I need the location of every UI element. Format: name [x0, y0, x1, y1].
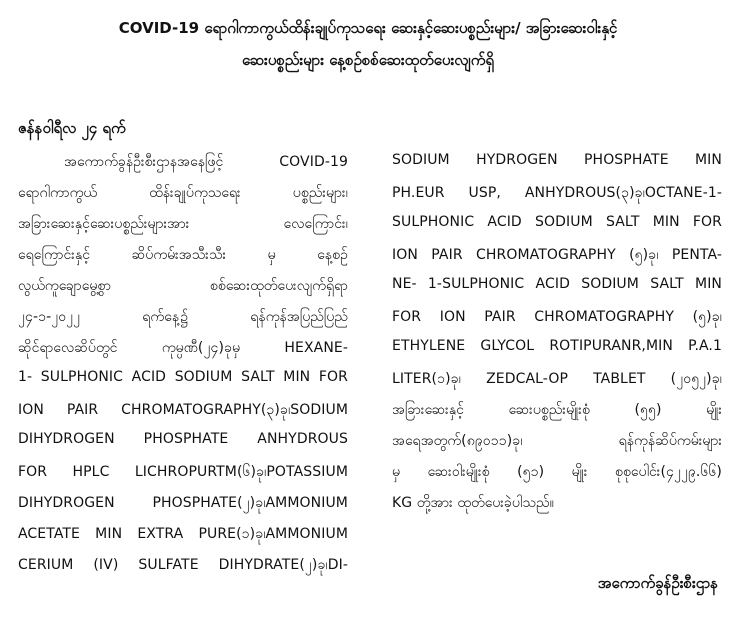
left-column-line: ရောဂါကာကွယ် ထိန်းချုပ်ကုသရေး ပစ္စည်းများ၊ [18, 185, 348, 201]
headline-line-2: ဆေးပစ္စည်းများ နေ့စဉ်စစ်ဆေးထုတ်ပေးလျက်ရှိ [241, 51, 495, 69]
headline-line-1: COVID-19 ရောဂါကာကွယ်ထိန်းချုပ်ကုသရေး ဆေးနှင့်ဆေးပစ္စည်းများ/ အခြားဆေးဝါးနှင့် [118, 19, 618, 37]
left-column-line: DIHYDROGEN PHOSPHATE(၂)ခု၊AMMONIUM [18, 495, 348, 511]
left-column-line: ION PAIR CHROMATOGRAPHY(၃)ခု၊SODIUM [18, 402, 348, 418]
left-column-line: ရေကြောင်းနှင့် ဆိပ်ကမ်းအသီးသီး မှ နေ့စဉ် [18, 247, 348, 263]
right-column-line: LITER(၁)ခု၊ ZEDCAL-OP TABLET (၂၀၅၂)ခု၊ [392, 371, 722, 387]
right-column-line: PH.EUR USP, ANHYDROUS(၃)ခု၊OCTANE-1- [392, 185, 722, 201]
right-column-line: FOR ION PAIR CHROMATOGRAPHY (၅)ခု၊ [392, 309, 722, 325]
dateline: ဇန်နဝါရီလ ၂၄ ရက် [18, 119, 126, 137]
left-column-line: FOR HPLC LICHROPURTM(၆)ခု၊POTASSIUM [18, 464, 348, 480]
left-column-line: DIHYDROGEN PHOSPHATE ANHYDROUS [18, 431, 348, 447]
right-column-line: အရေအတွက်(၈၉၀၁၁)ခု၊ ရန်ကုန်ဆိပ်ကမ်းများ [392, 433, 722, 449]
left-column-line: လွယ်ကူချောမွေ့စွာ စစ်ဆေးထုတ်ပေးလျက်ရှိရာ [18, 278, 348, 294]
left-column-line: အကောက်ခွန်ဦးစီးဌာနအနေဖြင့် COVID-19 [64, 154, 348, 170]
right-column-line: SULPHONIC ACID SODIUM SALT MIN FOR [392, 214, 722, 230]
left-column-line: ၂၄-၁-၂၀၂၂ ရက်နေ့၌ ရန်ကုန်အပြည်ပြည် [18, 309, 348, 325]
right-column-line: NE- 1-SULPHONIC ACID SODIUM SALT MIN [392, 276, 722, 292]
left-column-line: ဆိုင်ရာလေဆိပ်တွင် ကုမ္ပဏီ(၂၄)ခုမှ HEXANE- [18, 340, 348, 356]
right-column-line: ETHYLENE GLYCOL ROTIPURANR,MIN P.A.1 [392, 338, 722, 354]
right-column-line: မှ ဆေးဝါးမျိုးစုံ (၅၁) မျိုး စုစုပေါင်း(၄၂၂၉.၆၆) [392, 464, 722, 480]
signature: အကောက်ခွန်ဦးစီးဌာန [597, 574, 718, 592]
left-column-line: ACETATE MIN EXTRA PURE(၁)ခု၊AMMONIUM [18, 526, 348, 542]
right-column-line: KG တို့အား ထုတ်ပေးခဲ့ပါသည်။ [392, 495, 555, 511]
right-column-line: SODIUM HYDROGEN PHOSPHATE MIN [392, 152, 722, 168]
right-column-line: အခြားဆေးနှင့် ဆေးပစ္စည်းမျိုးစုံ (၅၅) မျိုး [392, 402, 722, 418]
left-column-line: 1- SULPHONIC ACID SODIUM SALT MIN FOR [18, 369, 348, 385]
right-column-line: ION PAIR CHROMATOGRAPHY (၅)ခု၊ PENTA- [392, 247, 722, 263]
left-column-line: CERIUM (IV) SULFATE DIHYDRATE(၂)ခု၊DI- [18, 557, 348, 573]
left-column-line: အခြားဆေးနှင့်ဆေးပစ္စည်းများအား လေကြောင်း၊ [18, 216, 348, 232]
